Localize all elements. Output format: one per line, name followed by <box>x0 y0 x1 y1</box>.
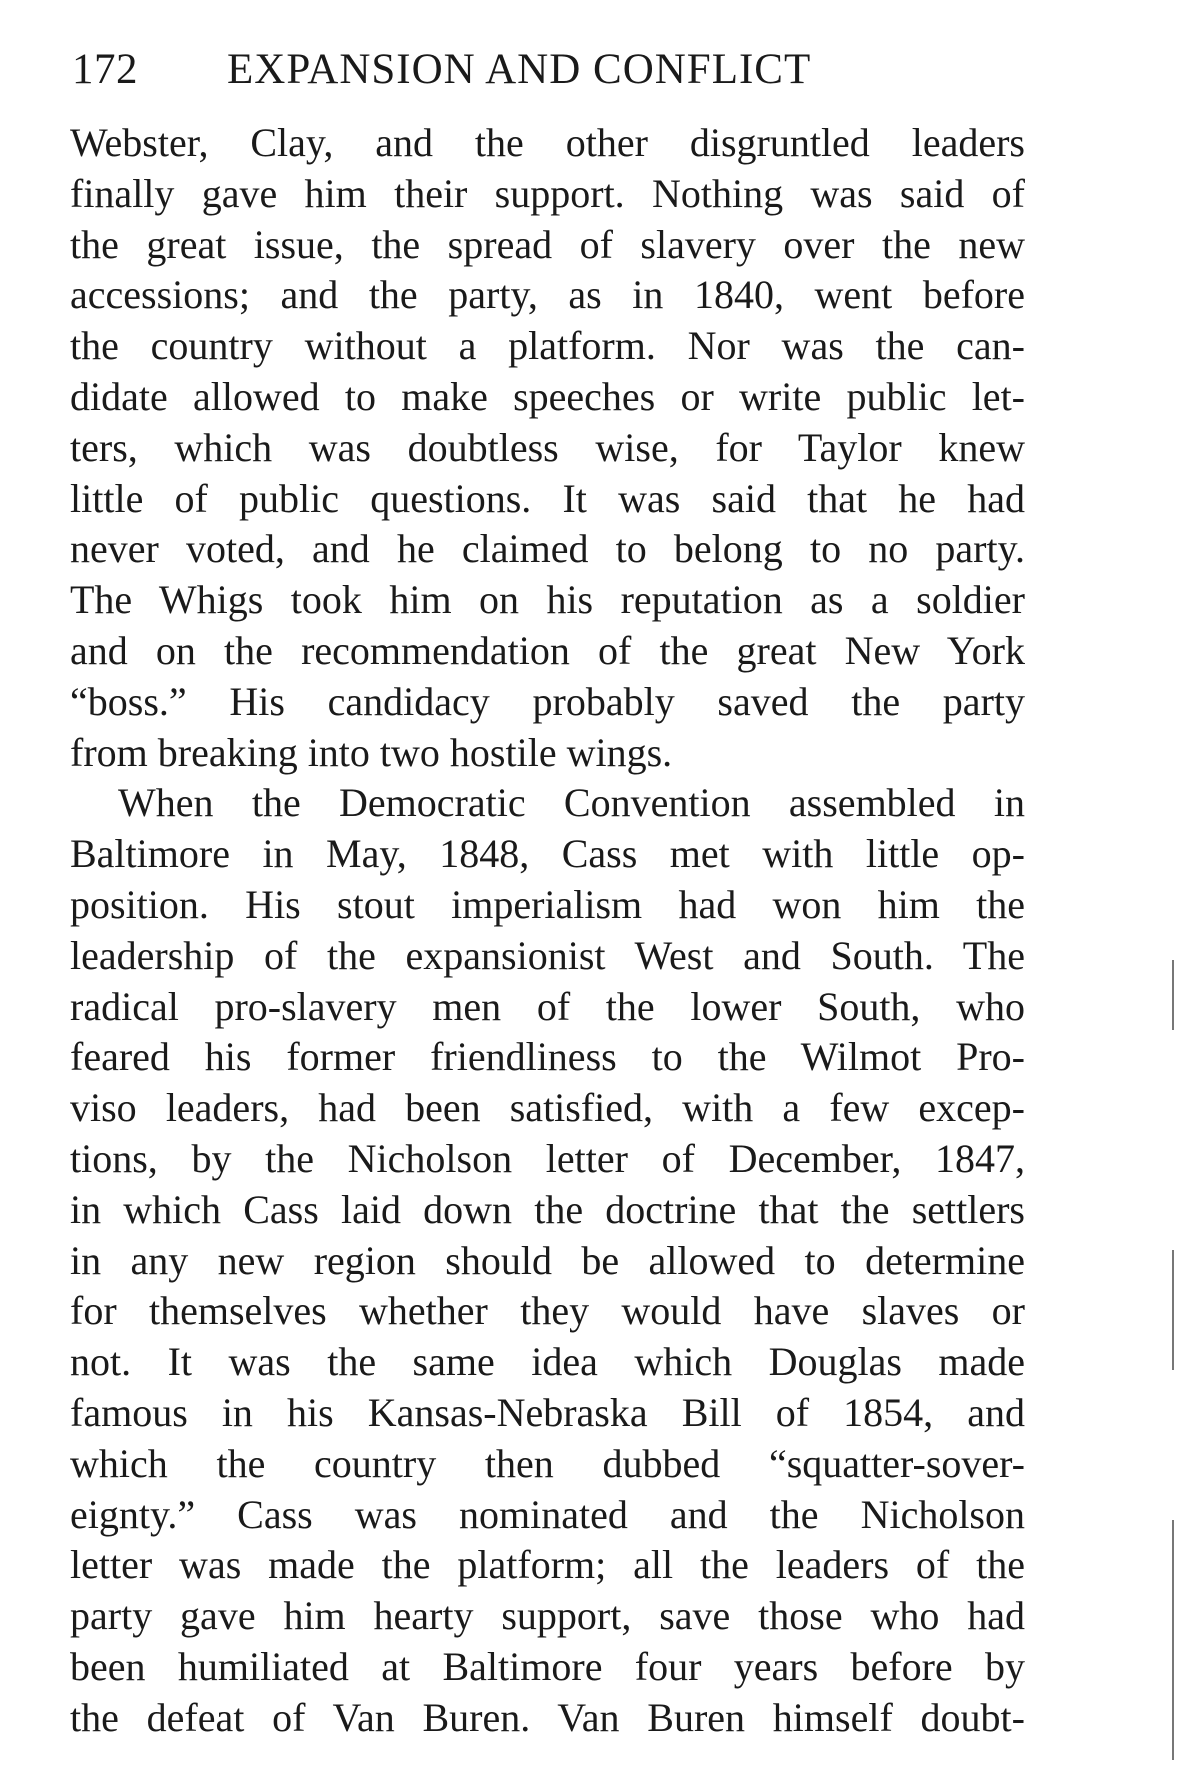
text-line: from breaking into two hostile wings. <box>70 729 673 775</box>
text-line: the defeat of Van Buren. Van Buren himself doubt- <box>70 1694 1025 1740</box>
scan-artifact <box>1172 1520 1174 1760</box>
text-line: finally gave him their support. Nothing was said of <box>70 170 1025 216</box>
text-line: ters, which was doubtless wise, for Taylor knew <box>70 424 1025 470</box>
running-head: EXPANSION AND CONFLICT <box>227 46 812 93</box>
text-line: feared his former friendliness to the Wilmot Pro- <box>70 1034 1025 1080</box>
text-line: the country without a platform. Nor was the can- <box>70 323 1025 369</box>
text-line: been humiliated at Baltimore four years before by <box>70 1643 1025 1689</box>
text-line: accessions; and the party, as in 1840, went before <box>70 272 1025 318</box>
text-line: in which Cass laid down the doctrine that the settlers <box>70 1186 1025 1232</box>
body-text <box>70 118 1025 1744</box>
page-number: 172 <box>72 46 138 93</box>
text-line: leadership of the expansionist West and South. The <box>70 932 1025 978</box>
text-line: famous in his Kansas-Nebraska Bill of 1854, and <box>70 1389 1025 1435</box>
page-header <box>72 40 1032 100</box>
text-line: position. His stout imperialism had won him the <box>70 881 1025 927</box>
text-line: “boss.” His candidacy probably saved the party <box>70 678 1025 724</box>
text-line: Webster, Clay, and the other disgruntled leaders <box>70 120 1025 165</box>
text-line: tions, by the Nicholson letter of December, 1847, <box>70 1135 1025 1181</box>
scan-artifact <box>1172 960 1174 1030</box>
text-line: which the country then dubbed “squatter-sover- <box>70 1440 1025 1486</box>
text-line: viso leaders, had been satisfied, with a few excep- <box>70 1085 1025 1131</box>
text-line: radical pro-slavery men of the lower South, who <box>70 983 1025 1029</box>
text-line: didate allowed to make speeches or write public let- <box>70 373 1025 419</box>
text-line: little of public questions. It was said that he had <box>70 475 1025 521</box>
text-line: not. It was the same idea which Douglas made <box>70 1339 1025 1385</box>
text-line: never voted, and he claimed to belong to no party. <box>70 526 1025 572</box>
text-line: When the Democratic Convention assembled in <box>118 780 1025 826</box>
text-line: for themselves whether they would have slaves or <box>70 1288 1025 1334</box>
text-line: and on the recommendation of the great New York <box>70 627 1025 673</box>
text-line: Baltimore in May, 1848, Cass met with little op- <box>70 831 1025 877</box>
text-line: party gave him hearty support, save those who had <box>70 1593 1025 1639</box>
text-line: eignty.” Cass was nominated and the Nicholson <box>70 1491 1025 1537</box>
text-line: letter was made the platform; all the leaders of the <box>70 1542 1025 1588</box>
text-line: The Whigs took him on his reputation as a soldier <box>70 577 1025 623</box>
scan-artifact <box>1172 1250 1174 1370</box>
text-line: in any new region should be allowed to determine <box>70 1237 1025 1283</box>
text-line: the great issue, the spread of slavery over the new <box>70 221 1025 267</box>
